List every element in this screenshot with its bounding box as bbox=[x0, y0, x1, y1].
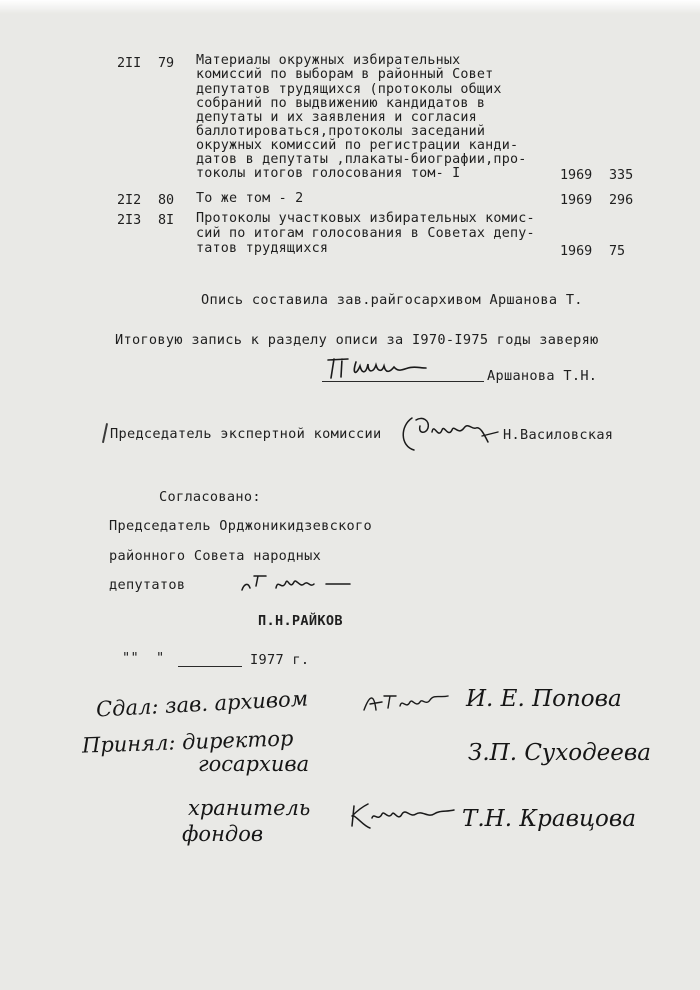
entry-item-number: 8I bbox=[158, 213, 175, 228]
agreed-line-2: районного Совета народных bbox=[109, 548, 322, 564]
certify-signer-name: Аршанова Т.Н. bbox=[487, 368, 598, 384]
certification-line: Итоговую запись к разделу описи за I970-I975 годы заверяю bbox=[115, 332, 599, 348]
agreed-signature bbox=[238, 570, 358, 594]
compiled-by-line: Опись составила зав.райгосархивом Аршанова Т. bbox=[201, 292, 583, 308]
entry-sheet-count: 335 bbox=[609, 168, 634, 183]
entry-row-number: 2I3 bbox=[117, 213, 142, 228]
entry-text-line: Протоколы участковых избирательных комис- bbox=[196, 211, 535, 226]
keeper-label-line-1: хранитель bbox=[188, 796, 311, 820]
date-blank bbox=[178, 666, 242, 667]
entry-text-line: датов в депутаты ,плакаты-биографии,про- bbox=[196, 152, 527, 167]
keeper-label-line-2: фондов bbox=[182, 822, 264, 846]
accepted-name: З.П. Суходеева bbox=[468, 740, 651, 766]
commission-signer-name: Н.Василовская bbox=[503, 427, 614, 443]
entry-text-line: депутаты и их заявления и согласия bbox=[196, 110, 477, 125]
keeper-name: Т.Н. Кравцова bbox=[462, 806, 636, 832]
date-quote-open: "" bbox=[122, 650, 139, 666]
commission-signature bbox=[398, 412, 508, 456]
date-quote-close: " bbox=[156, 650, 165, 666]
entry-item-number: 80 bbox=[158, 193, 175, 208]
agreed-line-3: депутатов bbox=[109, 577, 186, 593]
entry-text-line: То же том - 2 bbox=[196, 191, 304, 206]
handed-over-signature bbox=[360, 690, 456, 716]
accepted-label-line-1: Принял: директор bbox=[81, 726, 294, 758]
entry-row-number: 2I2 bbox=[117, 193, 142, 208]
entry-year: 1969 bbox=[560, 193, 593, 208]
entry-item-number: 79 bbox=[158, 56, 175, 71]
entry-text-line: комиссий по выборам в районный Совет bbox=[196, 67, 494, 82]
margin-mark bbox=[102, 423, 108, 443]
agreed-heading: Согласовано: bbox=[159, 489, 261, 505]
entry-sheet-count: 75 bbox=[609, 244, 626, 259]
entry-text-line: Материалы окружных избирательных bbox=[196, 53, 461, 68]
entry-year: 1969 bbox=[560, 244, 593, 259]
entry-text-line: собраний по выдвижению кандидатов в bbox=[196, 96, 486, 111]
entry-year: 1969 bbox=[560, 168, 593, 183]
entry-sheet-count: 296 bbox=[609, 193, 634, 208]
agreed-line-1: Председатель Орджоникидзевского bbox=[109, 518, 373, 534]
agreed-official-name: П.Н.РАЙКОВ bbox=[258, 613, 343, 629]
commission-label: Председатель экспертной комиссии bbox=[110, 426, 382, 442]
entry-text-line: депутатов трудящихся (протоколы общих bbox=[196, 82, 502, 97]
handed-over-label: Сдал: зав. архивом bbox=[95, 686, 309, 722]
entry-text-line: сий по итогам голосования в Советах депу- bbox=[196, 226, 535, 241]
entry-text-line: окружных комиссий по регистрации канди- bbox=[196, 138, 519, 153]
entry-text-line: токолы итогов голосования том- I bbox=[196, 166, 461, 181]
entry-row-number: 2II bbox=[117, 56, 142, 71]
date-year: I977 г. bbox=[250, 652, 310, 668]
certify-signature-line bbox=[322, 381, 484, 382]
keeper-signature bbox=[346, 800, 458, 834]
entry-text-line: татов трудящихся bbox=[196, 241, 329, 256]
entry-text-line: баллотироваться,протоколы заседаний bbox=[196, 124, 486, 139]
accepted-label-line-2: госархива bbox=[198, 752, 310, 776]
handed-over-name: И. Е. Попова bbox=[466, 686, 622, 712]
